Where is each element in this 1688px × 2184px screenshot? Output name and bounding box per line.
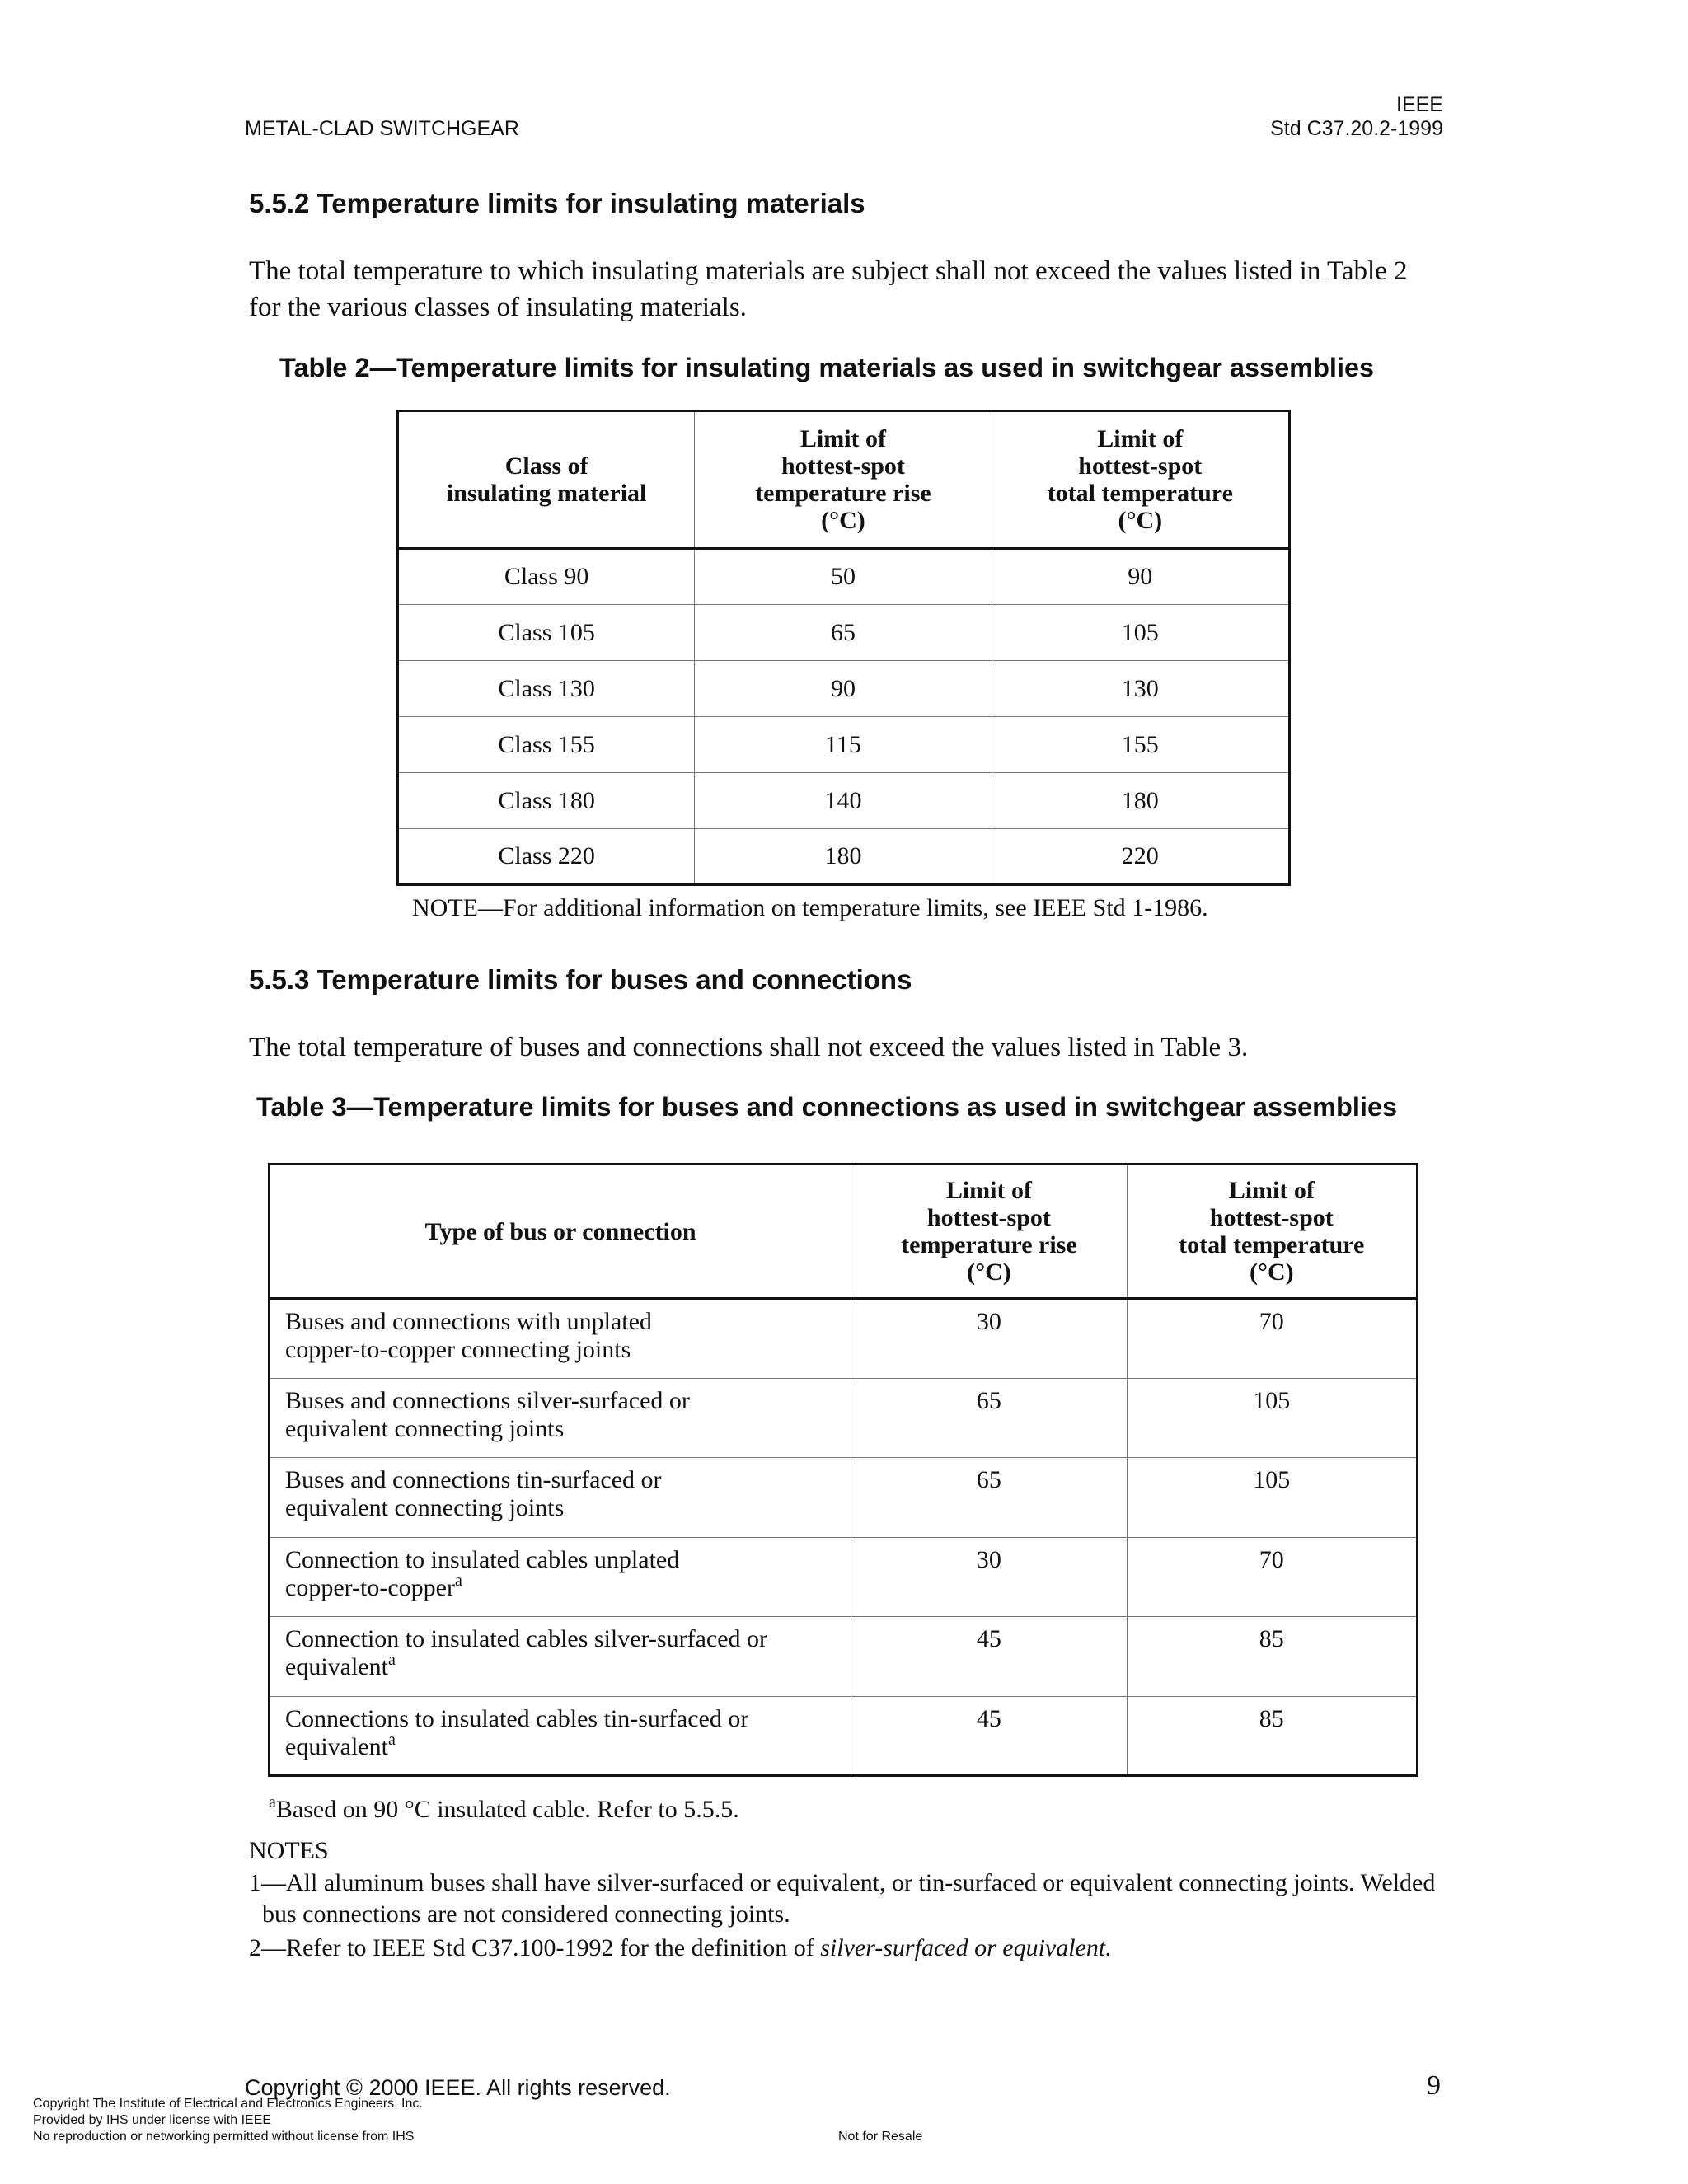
cell-total: 105 (992, 605, 1289, 661)
notes-block (249, 1835, 1452, 1965)
section-heading-5-5-2: 5.5.2 Temperature limits for insulating materials (249, 188, 865, 218)
header-std-number: Std C37.20.2-1999 (1270, 117, 1443, 140)
table-2-note: NOTE—For additional information on temperature limits, see IEEE Std 1-1986. (412, 894, 1208, 921)
cell-rise: 65 (851, 1458, 1127, 1538)
table-row (398, 717, 1290, 773)
table-row (398, 661, 1290, 717)
cell-class: Class 105 (398, 605, 695, 661)
cell-total: 90 (992, 549, 1289, 605)
cell-type: Connection to insulated cables silver-surfaced or equivalent$^a$ (270, 1617, 851, 1697)
table-3-caption: Table 3—Temperature limits for buses and connections as used in switchgear assemblies (256, 1092, 1398, 1122)
cell-total: 85 (1127, 1696, 1417, 1776)
cell-rise: 65 (695, 605, 992, 661)
column-header-temperature-rise: Limit of hottest-spot temperature rise (°C) (695, 411, 992, 549)
table-row (270, 1617, 1418, 1697)
cell-total: 180 (992, 773, 1289, 829)
cell-rise: 140 (695, 773, 992, 829)
footnote-marker: a (387, 1730, 396, 1749)
cell-total: 70 (1127, 1537, 1417, 1617)
cell-class: Class 90 (398, 549, 695, 605)
cell-total: 155 (992, 717, 1289, 773)
column-header-class: Class of insulating material (398, 411, 695, 549)
cell-rise: 45 (851, 1617, 1127, 1697)
license-notice: Copyright The Institute of Electrical and Electronics Engineers, Inc. Provided by IHS under license with IEEE No reproduction or networking permitted without license from IHS (33, 2097, 423, 2144)
not-for-resale: Not for Resale (838, 2130, 923, 2144)
notes-title: NOTES (249, 1837, 329, 1864)
table-row (270, 1696, 1418, 1776)
cell-type: Buses and connections silver-surfaced or equivalent connecting joints (270, 1378, 851, 1458)
note-1: 1—All aluminum buses shall have silver-surfaced or equivalent, or tin-surfaced or equivalent connecting joints. Welded bus connections are not considered connecting joints. (249, 1869, 1436, 1928)
cell-class: Class 130 (398, 661, 695, 717)
cell-type: Connections to insulated cables tin-surfaced or equivalent$^a$ (270, 1696, 851, 1776)
cell-class: Class 180 (398, 773, 695, 829)
table-row (270, 1378, 1418, 1458)
cell-rise: 180 (695, 829, 992, 885)
cell-rise: 45 (851, 1696, 1127, 1776)
column-header-type: Type of bus or connection (270, 1165, 851, 1299)
cell-total: 105 (1127, 1458, 1417, 1538)
section-heading-5-5-3: 5.5.3 Temperature limits for buses and connections (249, 964, 912, 995)
table-2 (396, 410, 1291, 886)
cell-rise: 65 (851, 1378, 1127, 1458)
running-header-title: METAL-CLAD SWITCHGEAR (245, 117, 519, 140)
section-5-5-2-body (249, 253, 1444, 326)
body-line: The total temperature to which insulating materials are subject shall not exceed the values listed in Table 2 (249, 256, 1408, 286)
cell-total: 105 (1127, 1378, 1417, 1458)
table-3 (268, 1163, 1418, 1777)
cell-type: Buses and connections tin-surfaced or equivalent connecting joints (270, 1458, 851, 1538)
column-header-total-temperature: Limit of hottest-spot total temperature (°C) (992, 411, 1289, 549)
cell-rise: 50 (695, 549, 992, 605)
table-row (398, 605, 1290, 661)
cell-rise: 115 (695, 717, 992, 773)
section-5-5-3-body: The total temperature of buses and connections shall not exceed the values listed in Table 3. (249, 1033, 1249, 1062)
table-row (270, 1458, 1418, 1538)
table-row (398, 829, 1290, 885)
table-row (270, 1537, 1418, 1617)
header-ieee: IEEE (1396, 93, 1443, 116)
cell-total: 85 (1127, 1617, 1417, 1697)
cell-total: 70 (1127, 1299, 1417, 1379)
table-row (398, 773, 1290, 829)
footer-copyright: Copyright © 2000 IEEE. All rights reserved. (245, 2075, 671, 2100)
cell-rise: 30 (851, 1537, 1127, 1617)
note-2: 2—Refer to IEEE Std C37.100-1992 for the definition of silver-surfaced or equivalent. (249, 1934, 1112, 1961)
table-2-caption: Table 2—Temperature limits for insulating materials as used in switchgear assemblies (279, 353, 1375, 382)
running-header-standard (1270, 93, 1443, 141)
table-row (398, 549, 1290, 605)
cell-type: Buses and connections with unplated copper-to-copper connecting joints (270, 1299, 851, 1379)
cell-rise: 90 (695, 661, 992, 717)
footnote-marker: a (454, 1571, 462, 1590)
column-header-temperature-rise: Limit of hottest-spot temperature rise (°C) (851, 1165, 1127, 1299)
table-header-row (270, 1165, 1418, 1299)
cell-type: Connection to insulated cables unplated copper-to-copper$^a$ (270, 1537, 851, 1617)
page-number: 9 (1427, 2070, 1441, 2101)
cell-class: Class 220 (398, 829, 695, 885)
footnote-marker: a (387, 1651, 396, 1669)
cell-total: 130 (992, 661, 1289, 717)
column-header-total-temperature: Limit of hottest-spot total temperature (°C) (1127, 1165, 1417, 1299)
cell-class: Class 155 (398, 717, 695, 773)
table-header-row (398, 411, 1290, 549)
body-line: for the various classes of insulating materials. (249, 293, 747, 322)
cell-rise: 30 (851, 1299, 1127, 1379)
footnote-marker: a (269, 1793, 276, 1811)
table-row (270, 1299, 1418, 1379)
table-3-footnote: $^a$Based on 90 °C insulated cable. Refer to 5.5.5. (269, 1793, 739, 1823)
cell-total: 220 (992, 829, 1289, 885)
